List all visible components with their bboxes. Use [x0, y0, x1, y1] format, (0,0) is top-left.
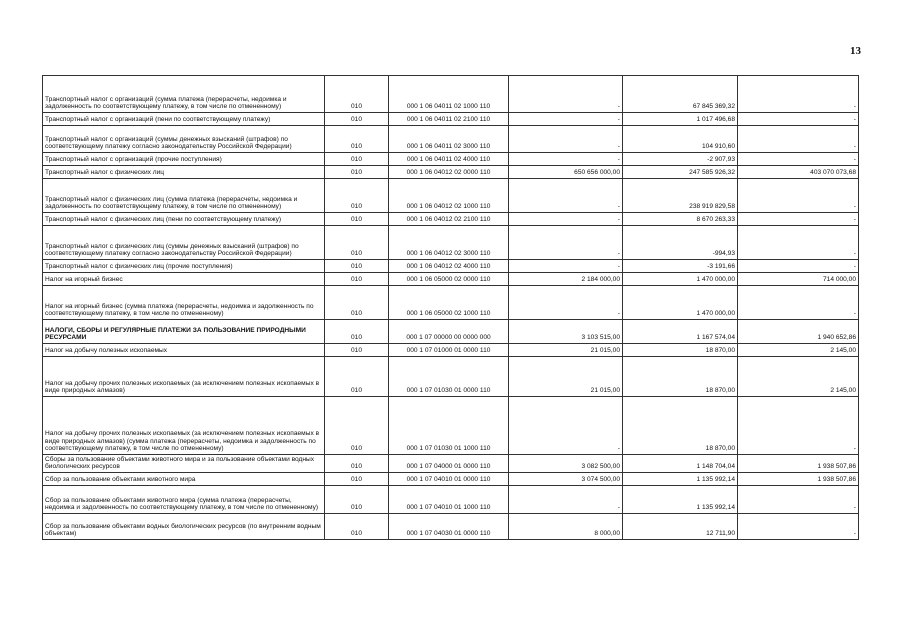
- budget-classification-code-cell: 000 1 06 04011 02 3000 110: [389, 126, 509, 153]
- line-code-cell: 010: [325, 273, 389, 286]
- unexecuted-amount-cell: -: [738, 226, 859, 260]
- unexecuted-amount-cell: -: [738, 213, 859, 226]
- table-row: [43, 486, 859, 514]
- income-name-cell: Налог на игорный бизнес: [43, 273, 325, 286]
- executed-amount-cell: 1 470 000,00: [623, 286, 738, 320]
- executed-amount-cell: 247 585 926,32: [623, 166, 738, 179]
- line-code-cell: 010: [325, 260, 389, 273]
- table-row: [43, 473, 859, 486]
- budget-classification-code-cell: 000 1 07 01030 01 0000 110: [389, 357, 509, 397]
- line-code-cell: 010: [325, 486, 389, 514]
- budget-classification-code-cell: 000 1 07 01000 01 0000 110: [389, 344, 509, 357]
- unexecuted-amount-cell: 714 000,00: [738, 273, 859, 286]
- table-row: [43, 113, 859, 126]
- budget-classification-code-cell: 000 1 07 01030 01 1000 110: [389, 397, 509, 455]
- budget-classification-code-cell: 000 1 06 04012 02 0000 110: [389, 166, 509, 179]
- approved-amount-cell: 21 015,00: [509, 357, 623, 397]
- unexecuted-amount-cell: 1 940 652,86: [738, 320, 859, 344]
- budget-classification-code-cell: 000 1 07 00000 00 0000 000: [389, 320, 509, 344]
- income-name-cell: Транспортный налог с физических лиц: [43, 166, 325, 179]
- budget-classification-code-cell: 000 1 06 04012 02 2100 110: [389, 213, 509, 226]
- executed-amount-cell: 104 910,60: [623, 126, 738, 153]
- unexecuted-amount-cell: -: [738, 260, 859, 273]
- budget-classification-code-cell: 000 1 06 05000 02 1000 110: [389, 286, 509, 320]
- executed-amount-cell: -994,93: [623, 226, 738, 260]
- unexecuted-amount-cell: -: [738, 514, 859, 540]
- line-code-cell: 010: [325, 514, 389, 540]
- approved-amount-cell: -: [509, 397, 623, 455]
- table-row: [43, 126, 859, 153]
- unexecuted-amount-cell: 2 145,00: [738, 344, 859, 357]
- executed-amount-cell: 238 919 829,58: [623, 179, 738, 213]
- table-body: [43, 76, 859, 540]
- income-name-cell: НАЛОГИ, СБОРЫ И РЕГУЛЯРНЫЕ ПЛАТЕЖИ ЗА ПОЛЬЗОВАНИЕ ПРИРОДНЫМИ РЕСУРСАМИ: [43, 320, 325, 344]
- approved-amount-cell: -: [509, 226, 623, 260]
- line-code-cell: 010: [325, 397, 389, 455]
- budget-classification-code-cell: 000 1 06 05000 02 0000 110: [389, 273, 509, 286]
- income-name-cell: Транспортный налог с организаций (пени по соответствующему платежу): [43, 113, 325, 126]
- unexecuted-amount-cell: 403 070 073,68: [738, 166, 859, 179]
- line-code-cell: 010: [325, 344, 389, 357]
- approved-amount-cell: 3 103 515,00: [509, 320, 623, 344]
- budget-classification-code-cell: 000 1 07 04010 01 1000 110: [389, 486, 509, 514]
- table-row: [43, 76, 859, 113]
- executed-amount-cell: 1 148 704,04: [623, 455, 738, 473]
- line-code-cell: 010: [325, 320, 389, 344]
- executed-amount-cell: 67 845 369,32: [623, 76, 738, 113]
- income-name-cell: Налог на добычу прочих полезных ископаемых (за исключением полезных ископаемых в виде природных алмазов): [43, 357, 325, 397]
- budget-classification-code-cell: 000 1 06 04011 02 4000 110: [389, 153, 509, 166]
- executed-amount-cell: 1 470 000,00: [623, 273, 738, 286]
- income-name-cell: Налог на игорный бизнес (сумма платежа (перерасчеты, недоимка и задолженность по соответствующему платежу, в том числе по отмененному): [43, 286, 325, 320]
- approved-amount-cell: 650 656 000,00: [509, 166, 623, 179]
- table-row: [43, 179, 859, 213]
- unexecuted-amount-cell: 1 938 507,86: [738, 455, 859, 473]
- table-row: [43, 166, 859, 179]
- line-code-cell: 010: [325, 473, 389, 486]
- budget-classification-code-cell: 000 1 06 04012 02 1000 110: [389, 179, 509, 213]
- line-code-cell: 010: [325, 76, 389, 113]
- unexecuted-amount-cell: -: [738, 397, 859, 455]
- income-name-cell: Сбор за пользование объектами животного мира: [43, 473, 325, 486]
- table-row: [43, 153, 859, 166]
- budget-classification-code-cell: 000 1 07 04010 01 0000 110: [389, 473, 509, 486]
- table-row: [43, 397, 859, 455]
- income-name-cell: Транспортный налог с организаций (суммы денежных взысканий (штрафов) по соответствующему платежу согласно законодательству Российской Федерации): [43, 126, 325, 153]
- executed-amount-cell: 12 711,90: [623, 514, 738, 540]
- line-code-cell: 010: [325, 153, 389, 166]
- approved-amount-cell: 2 184 000,00: [509, 273, 623, 286]
- approved-amount-cell: -: [509, 113, 623, 126]
- approved-amount-cell: -: [509, 179, 623, 213]
- budget-classification-code-cell: 000 1 07 04030 01 0000 110: [389, 514, 509, 540]
- executed-amount-cell: 1 167 574,04: [623, 320, 738, 344]
- income-name-cell: Налог на добычу полезных ископаемых: [43, 344, 325, 357]
- approved-amount-cell: -: [509, 126, 623, 153]
- executed-amount-cell: 1 135 992,14: [623, 473, 738, 486]
- executed-amount-cell: 18 870,00: [623, 357, 738, 397]
- unexecuted-amount-cell: -: [738, 113, 859, 126]
- unexecuted-amount-cell: -: [738, 126, 859, 153]
- budget-classification-code-cell: 000 1 06 04012 02 3000 110: [389, 226, 509, 260]
- executed-amount-cell: 18 870,00: [623, 344, 738, 357]
- approved-amount-cell: -: [509, 286, 623, 320]
- income-name-cell: Транспортный налог с физических лиц (суммы денежных взысканий (штрафов) по соответствующему платежу согласно законодательству Российской Федерации): [43, 226, 325, 260]
- table-row: [43, 357, 859, 397]
- executed-amount-cell: 1 017 496,68: [623, 113, 738, 126]
- line-code-cell: 010: [325, 166, 389, 179]
- unexecuted-amount-cell: -: [738, 486, 859, 514]
- unexecuted-amount-cell: -: [738, 286, 859, 320]
- income-name-cell: Сборы за пользование объектами животного мира и за пользование объектами водных биологических ресурсов: [43, 455, 325, 473]
- table-row: [43, 455, 859, 473]
- approved-amount-cell: 21 015,00: [509, 344, 623, 357]
- approved-amount-cell: -: [509, 213, 623, 226]
- table-row: [43, 320, 859, 344]
- table-row: [43, 514, 859, 540]
- line-code-cell: 010: [325, 179, 389, 213]
- approved-amount-cell: 8 000,00: [509, 514, 623, 540]
- table-row: [43, 260, 859, 273]
- income-name-cell: Налог на добычу прочих полезных ископаемых (за исключением полезных ископаемых в виде природных алмазов) (сумма платежа (перерасчеты, недоимка и задолженность по соответствующему платежу, в том числе по отмененному): [43, 397, 325, 455]
- unexecuted-amount-cell: 2 145,00: [738, 357, 859, 397]
- budget-classification-code-cell: 000 1 06 04011 02 2100 110: [389, 113, 509, 126]
- budget-execution-table: [42, 75, 859, 540]
- executed-amount-cell: 1 135 992,14: [623, 486, 738, 514]
- income-name-cell: Сбор за пользование объектами водных биологических ресурсов (по внутренним водным объектам): [43, 514, 325, 540]
- table-row: [43, 213, 859, 226]
- executed-amount-cell: 18 870,00: [623, 397, 738, 455]
- unexecuted-amount-cell: -: [738, 153, 859, 166]
- unexecuted-amount-cell: 1 938 507,86: [738, 473, 859, 486]
- income-name-cell: Транспортный налог с физических лиц (сумма платежа (перерасчеты, недоимка и задолженность по соответствующему платежу, в том числе по отмененному): [43, 179, 325, 213]
- line-code-cell: 010: [325, 226, 389, 260]
- approved-amount-cell: -: [509, 260, 623, 273]
- approved-amount-cell: -: [509, 486, 623, 514]
- line-code-cell: 010: [325, 126, 389, 153]
- line-code-cell: 010: [325, 213, 389, 226]
- line-code-cell: 010: [325, 286, 389, 320]
- budget-classification-code-cell: 000 1 06 04011 02 1000 110: [389, 76, 509, 113]
- approved-amount-cell: -: [509, 76, 623, 113]
- unexecuted-amount-cell: -: [738, 76, 859, 113]
- income-name-cell: Транспортный налог с физических лиц (прочие поступления): [43, 260, 325, 273]
- line-code-cell: 010: [325, 113, 389, 126]
- line-code-cell: 010: [325, 455, 389, 473]
- executed-amount-cell: -3 191,66: [623, 260, 738, 273]
- table-row: [43, 286, 859, 320]
- income-name-cell: Транспортный налог с организаций (сумма платежа (перерасчеты, недоимка и задолженность по соответствующему платежу, в том числе по отмененному): [43, 76, 325, 113]
- unexecuted-amount-cell: -: [738, 179, 859, 213]
- income-name-cell: Транспортный налог с физических лиц (пени по соответствующему платежу): [43, 213, 325, 226]
- income-name-cell: Транспортный налог с организаций (прочие поступления): [43, 153, 325, 166]
- approved-amount-cell: 3 074 500,00: [509, 473, 623, 486]
- approved-amount-cell: -: [509, 153, 623, 166]
- executed-amount-cell: -2 907,93: [623, 153, 738, 166]
- table-row: [43, 226, 859, 260]
- page-number: 13: [850, 45, 861, 57]
- executed-amount-cell: 8 670 263,33: [623, 213, 738, 226]
- approved-amount-cell: 3 082 500,00: [509, 455, 623, 473]
- table-row: [43, 273, 859, 286]
- budget-classification-code-cell: 000 1 07 04000 01 0000 110: [389, 455, 509, 473]
- budget-classification-code-cell: 000 1 06 04012 02 4000 110: [389, 260, 509, 273]
- line-code-cell: 010: [325, 357, 389, 397]
- table-row: [43, 344, 859, 357]
- income-name-cell: Сбор за пользование объектами животного мира (сумма платежа (перерасчеты, недоимка и задолженность по соответствующему платежу, в том числе по отмененному): [43, 486, 325, 514]
